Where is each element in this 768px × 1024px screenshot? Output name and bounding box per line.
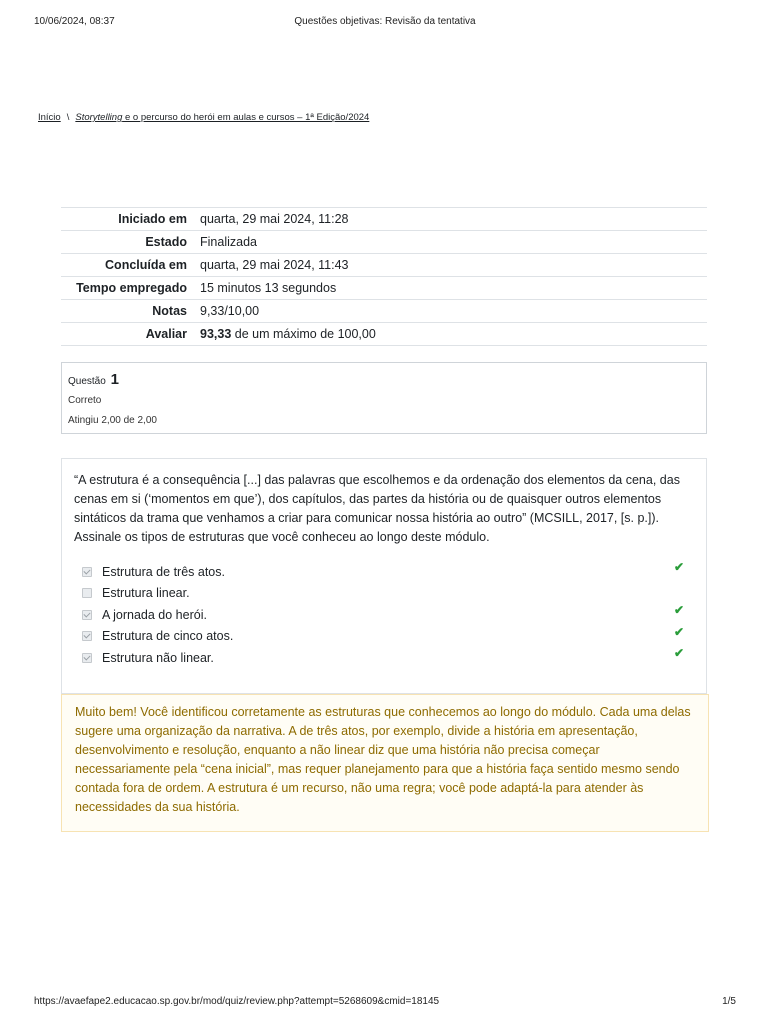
general-feedback (61, 694, 709, 832)
answer-list (74, 561, 694, 669)
check-icon: ✔ (674, 624, 685, 639)
summary-row-grade (61, 323, 707, 346)
breadcrumb-separator: \ (66, 112, 70, 123)
question-number-value: 1 (110, 371, 119, 388)
question-number (68, 371, 700, 388)
summary-row (61, 277, 707, 300)
answer-option (74, 604, 694, 626)
breadcrumb-home-link[interactable]: Início (38, 112, 61, 123)
summary-row-label: Tempo empregado (76, 281, 187, 295)
summary-grade-value: 93,33 (200, 327, 232, 341)
answer-label: Estrutura de três atos. (102, 564, 225, 579)
answer-option (74, 561, 694, 583)
answer-checkbox (82, 610, 92, 620)
answer-option (74, 583, 694, 605)
summary-row (61, 208, 707, 231)
attempt-summary-table (61, 207, 707, 346)
summary-row-label: Iniciado em (118, 212, 187, 226)
breadcrumb-course-link[interactable] (75, 112, 369, 123)
feedback-text: Muito bem! Você identificou corretamente as estruturas que conhecemos ao longo do módulo. Cada uma delas sugere uma organização da narrativa. A de três atos, por exemplo, divide a história em apresentação, desenvolvimento e resolução, enquanto a não linear diz que uma história não precisa começar necessariamente pela “cena inicial”, mas requer planejamento para que a história faça sentido mesmo sendo contada fora de ordem. A estrutura é um recurso, não uma regra; você pode adaptá-la para atender às necessidades da sua história. (75, 705, 691, 814)
question-formulation (61, 458, 707, 694)
summary-row (61, 300, 707, 323)
answer-checkbox (82, 588, 92, 598)
question-state: Correto (68, 395, 102, 406)
answer-label: Estrutura não linear. (102, 650, 214, 665)
answer-checkbox (82, 567, 92, 577)
breadcrumb-course-italic: Storytelling (75, 112, 123, 123)
summary-row-value: 9,33/10,00 (200, 304, 260, 318)
answer-label: Estrutura linear. (102, 586, 190, 601)
print-title: Questões objetivas: Revisão da tentativa (294, 16, 476, 27)
summary-row (61, 254, 707, 277)
summary-row-label: Concluída em (105, 258, 187, 272)
check-icon: ✔ (674, 603, 685, 617)
summary-row-value: quarta, 29 mai 2024, 11:43 (200, 258, 349, 272)
summary-row-value: 15 minutos 13 segundos (200, 281, 337, 295)
question-label: Questão (68, 376, 106, 387)
print-page-number: 1/5 (722, 996, 736, 1007)
answer-option (74, 626, 694, 648)
print-header (34, 16, 736, 27)
print-footer (34, 996, 736, 1007)
print-datetime: 10/06/2024, 08:37 (34, 16, 115, 27)
answer-checkbox (82, 631, 92, 641)
answer-checkbox (82, 653, 92, 663)
summary-row-value: quarta, 29 mai 2024, 11:28 (200, 212, 349, 226)
answer-option (74, 647, 694, 669)
summary-row-value: Finalizada (200, 235, 257, 249)
summary-grade-cell (199, 323, 707, 346)
answer-label: A jornada do herói. (102, 607, 207, 622)
summary-grade-suffix: de um máximo de 100,00 (231, 327, 376, 341)
question-grade: Atingiu 2,00 de 2,00 (68, 415, 157, 426)
breadcrumb (38, 112, 369, 123)
summary-row (61, 231, 707, 254)
print-url: https://avaefape2.educacao.sp.gov.br/mod/quiz/review.php?attempt=5268609&cmid=18145 (34, 996, 440, 1007)
question-info-box (61, 362, 707, 434)
check-icon: ✔ (674, 560, 685, 574)
answer-label: Estrutura de cinco atos. (102, 629, 234, 644)
summary-grade-label: Avaliar (145, 327, 187, 341)
breadcrumb-course-rest: e o percurso do herói em aulas e cursos – 1ª Edição/2024 (122, 112, 370, 123)
question-text: “A estrutura é a consequência [...] das palavras que escolhemos e da ordenação dos elementos da cena, das cenas em si (‘momentos em que’), dos capítulos, das partes da história ou de quaisquer outros elementos sintáticos da trama que venhamos a criar para comunicar nossa história ao outro” (MCSILL, 2017, [s. p.]). Assinale os tipos de estruturas que você conheceu ao longo deste módulo. (74, 473, 680, 544)
check-icon: ✔ (674, 646, 685, 660)
summary-row-label: Notas (152, 304, 187, 318)
summary-row-label: Estado (145, 235, 187, 249)
